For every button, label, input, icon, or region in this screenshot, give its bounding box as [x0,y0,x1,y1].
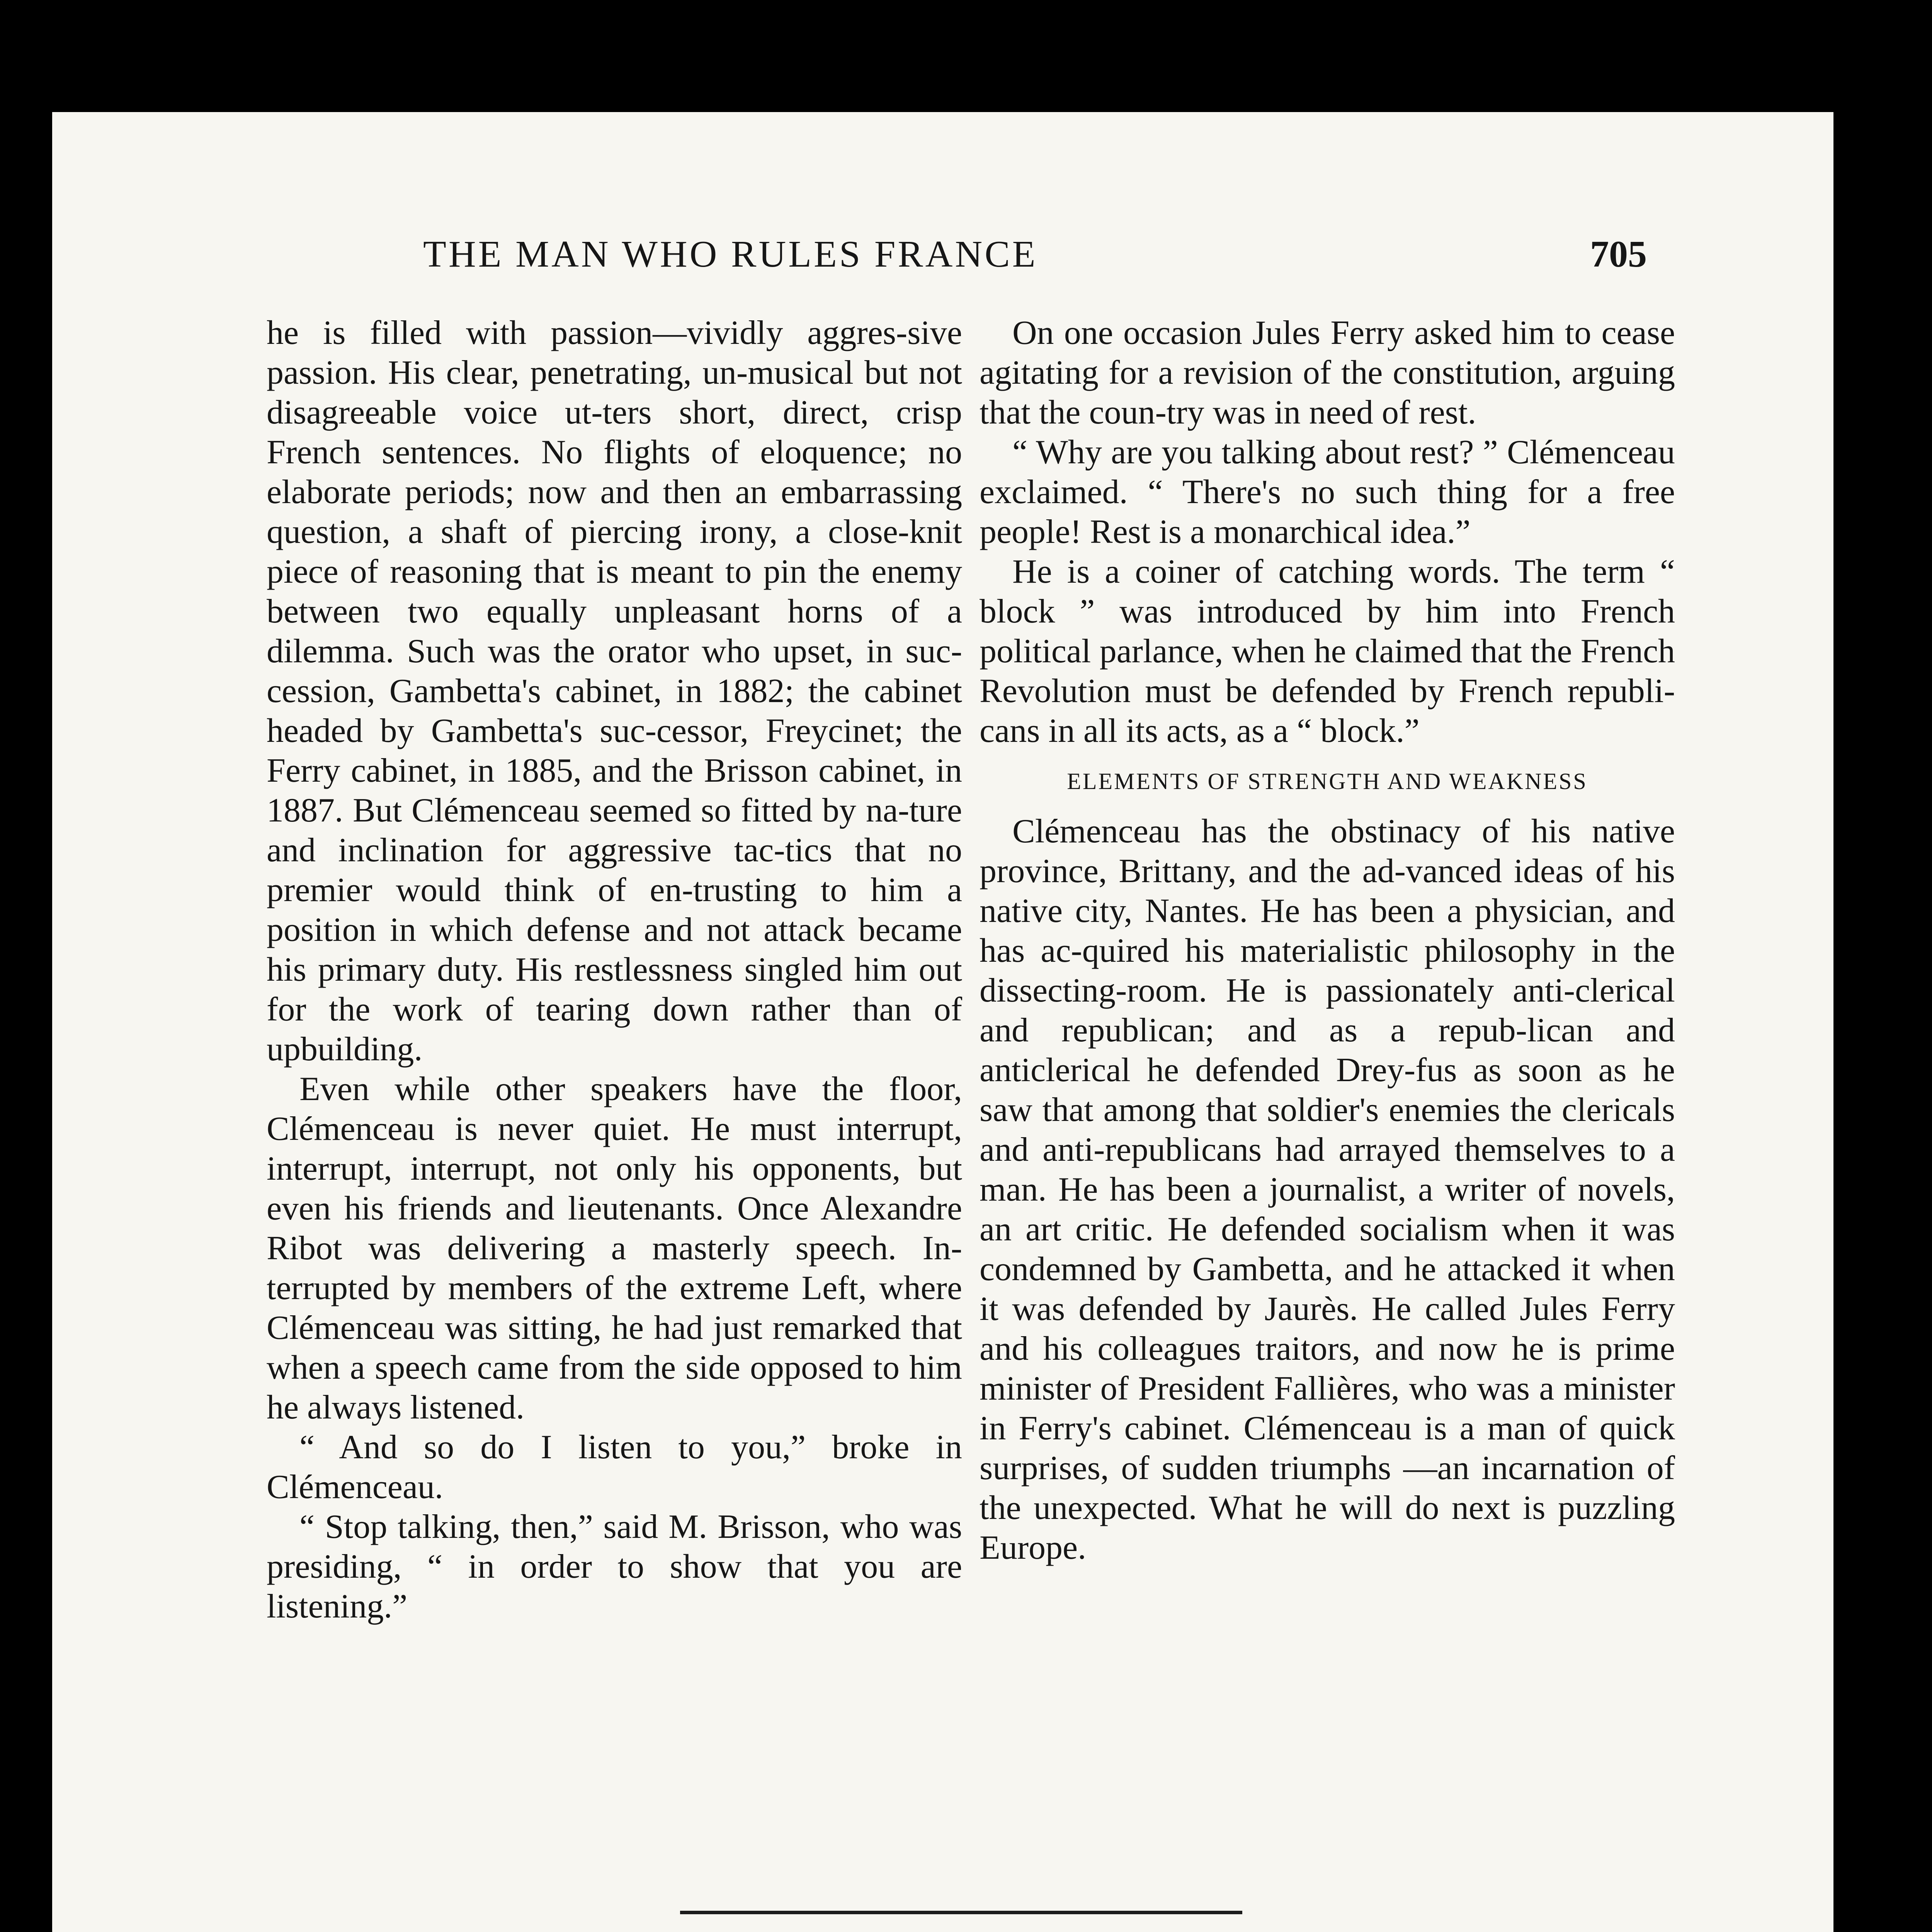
paragraph: “ Why are you talking about rest? ” Clémenceau exclaimed. “ There's no such thing for a free people! Rest is a monarchical idea.” [980,434,1675,551]
paragraph: Even while other speakers have the floor, Clémenceau is never quiet. He must interrupt, interrupt, interrupt, not only his opponents, but even his friends and lieutenants. Once Alexandre Ribot was delivering a masterly speech. In-terrupted by members of the extreme Left, where Clémenceau was sitting, he had just remarked that when a speech came from the side opposed to him he always listened. [267,1070,962,1426]
paragraph: “ And so do I listen to you,” broke in Clémenceau. [267,1429,962,1506]
paragraph: “ Stop talking, then,” said M. Brisson, who was presiding, “ in order to show that you are listening.” [267,1508,962,1625]
right-column [980,313,1675,1568]
paragraph: He is a coiner of catching words. The term “ block ” was introduced by him into French political parlance, when he claimed that the French Revolution must be defended by French republi-cans in all its acts, as a “ block.” [980,553,1675,750]
paragraph: Clémenceau has the obstinacy of his native province, Brittany, and the ad-vanced ideas of his native city, Nantes. He has been a physician, and has ac-quired his materialistic philosophy in the dissecting-room. He is passionately anti-clerical and republican; and as a repub-lican and anticlerical he defended Drey-fus as soon as he saw that among that soldier's enemies the clericals and anti-republicans had arrayed themselves to a man. He has been a journalist, a writer of novels, an art critic. He defended socialism when it was condemned by Gambetta, and he attacked it when it was defended by Jaurès. He called Jules Ferry and his colleagues traitors, and now he is prime minister of President Fallières, who was a minister in Ferry's cabinet. Clémenceau is a man of quick surprises, of sudden triumphs —an incarnation of the unexpected. What he will do next is puzzling Europe. [980,813,1675,1566]
paragraph: On one occasion Jules Ferry asked him to cease agitating for a revision of the constitution, arguing that the coun-try was in need of rest. [980,314,1675,431]
left-column [267,313,962,1626]
paragraph: he is filled with passion—vividly aggres-sive passion. His clear, penetrating, un-musical but not disagreeable voice ut-ters short, direct, crisp French sentences. No flights of eloquence; no elaborate periods; now and then an embarrassing question, a shaft of piercing irony, a close-knit piece of reasoning that is meant to pin the enemy between two equally unpleasant horns of a dilemma. Such was the orator who upset, in suc-cession, Gambetta's cabinet, in 1882; the cabinet headed by Gambetta's suc-cessor, Freycinet; the Ferry cabinet, in 1885, and the Brisson cabinet, in 1887. But Clémenceau seemed so fitted by na-ture and inclination for aggressive tac-tics that no premier would think of en-trusting to him a position in which defense and not attack became his primary duty. His restlessness singled him out for the work of tearing down rather than of upbuilding. [267,314,962,1068]
divider-rule [680,1911,1242,1914]
section-heading: ELEMENTS OF STRENGTH AND WEAKNESS [1067,769,1588,794]
magazine-page [52,112,1833,1932]
running-title: THE MAN WHO RULES FRANCE [423,233,1038,275]
page-number: 705 [1590,233,1647,275]
